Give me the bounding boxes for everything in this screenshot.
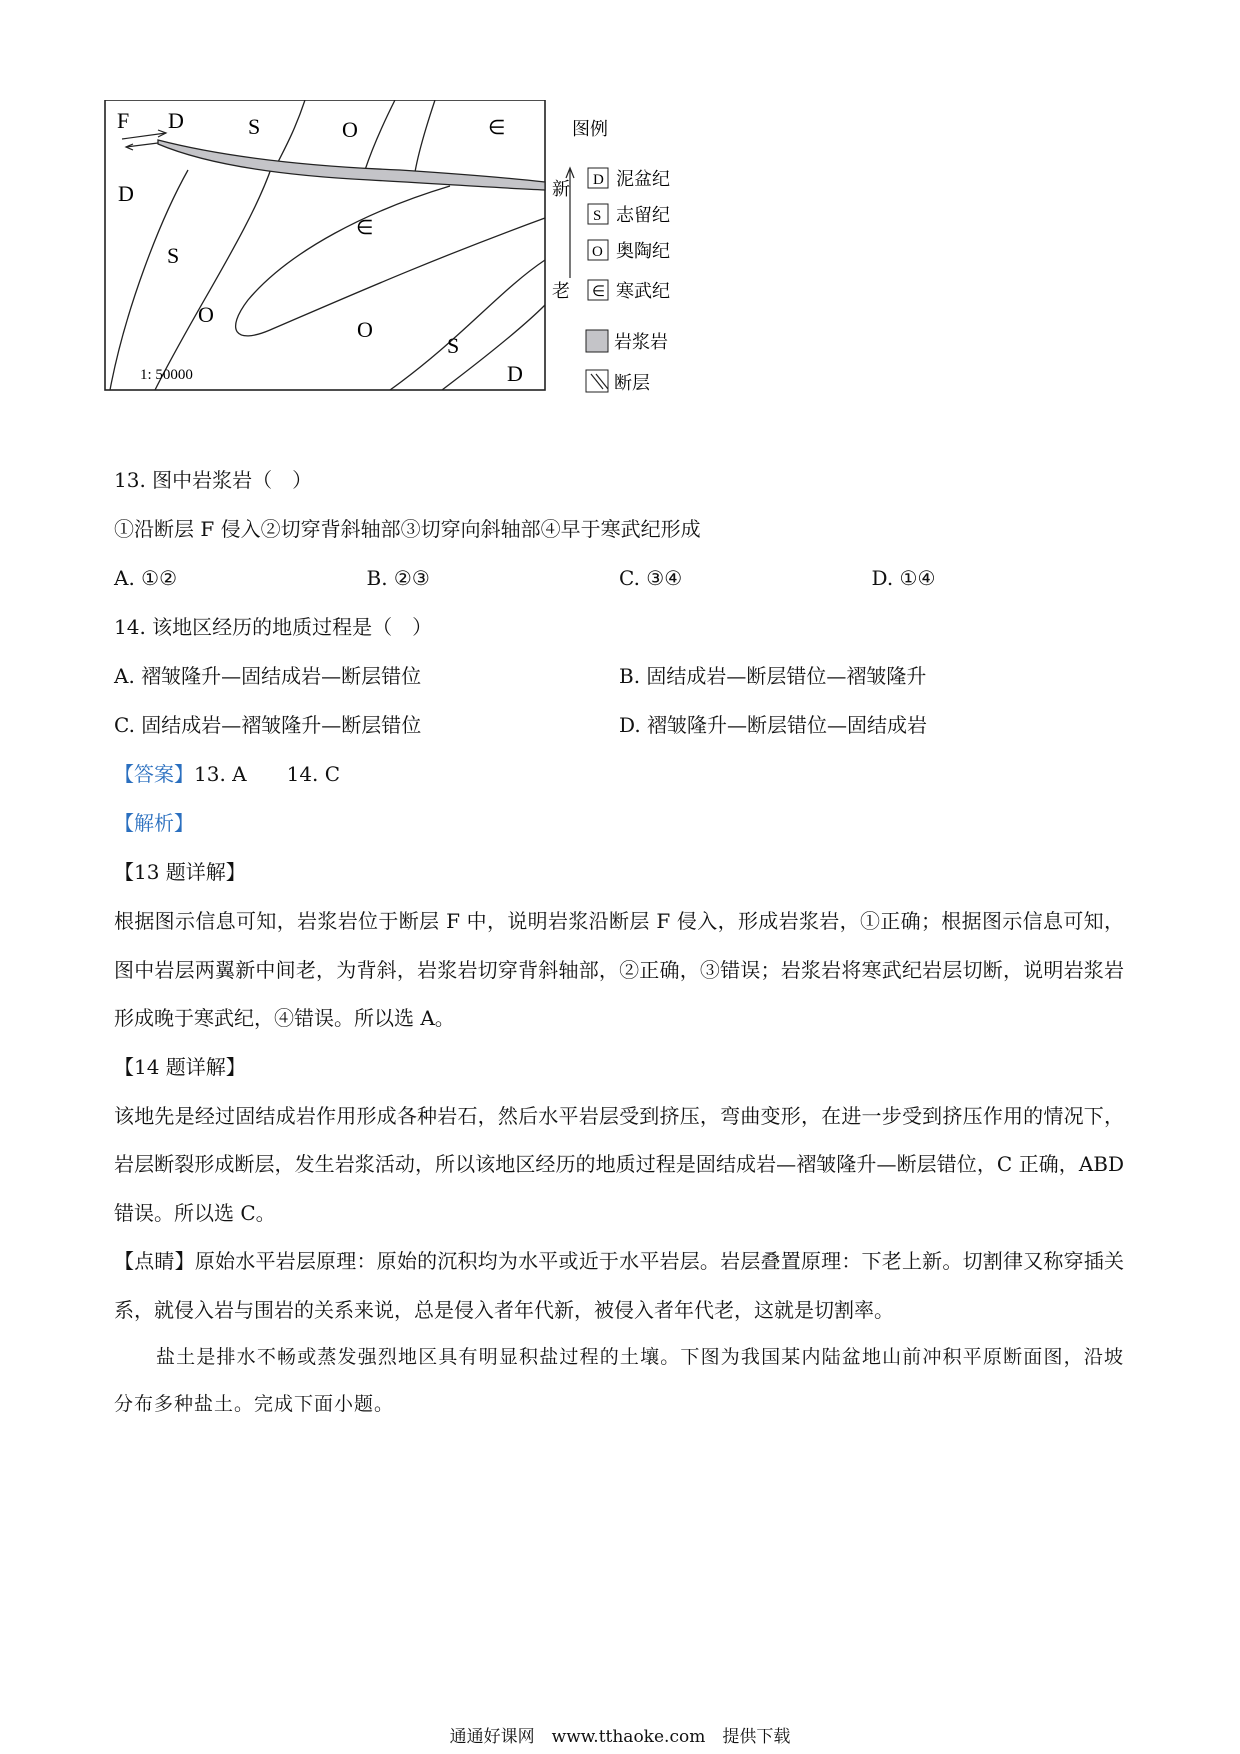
legend-title: 图例	[572, 119, 608, 140]
q13-stem: 13. 图中岩浆岩（ ）	[114, 468, 313, 492]
legend-name-fault: 断层	[614, 373, 650, 394]
q14-option-a: A. 褶皱隆升—固结成岩—断层错位	[114, 664, 422, 688]
analysis-line	[114, 799, 1124, 848]
tip-text: 原始水平岩层原理：原始的沉积均为水平或近于水平岩层。岩层叠置原理：下老上新。切割律又称穿插关系，就侵入岩与围岩的关系来说，总是侵入者年代新，被侵入者年代老，这就是切割率。	[114, 1249, 1125, 1322]
answer-line	[114, 750, 1124, 799]
stratum-s-left: S	[167, 243, 180, 268]
legend-new-label: 新	[552, 179, 570, 200]
q14-stem: 14. 该地区经历的地质过程是（ ）	[114, 615, 433, 639]
legend-fault-line-2	[596, 374, 608, 389]
detail14-title: 【14 题详解】	[114, 1054, 246, 1079]
q13-options	[114, 554, 1124, 603]
questions-block	[114, 456, 1124, 1428]
legend-symbol-cambrian: ∈	[592, 284, 606, 300]
geologic-map-svg	[100, 100, 780, 440]
answer-text: 13. A 14. C	[194, 762, 341, 786]
q14-options-row1	[114, 652, 1124, 701]
legend-symbol-silurian: S	[593, 208, 602, 224]
boundary-cambrian-core	[236, 186, 545, 336]
legend-name-devonian: 泥盆纪	[616, 169, 670, 190]
answer-label: 【答案】	[114, 762, 194, 786]
legend-fault-line-1	[591, 374, 603, 389]
stratum-d-bottom: D	[507, 361, 523, 386]
stratum-d-top: D	[168, 108, 184, 133]
stratum-o-bottom: O	[357, 317, 373, 342]
stratum-d-left: D	[118, 181, 134, 206]
boundary-o-cam-top	[415, 100, 435, 172]
q13-option-b: B. ②③	[366, 566, 430, 590]
legend-symbol-ordovician: O	[592, 244, 603, 260]
tip-paragraph	[114, 1237, 1124, 1334]
analysis-label: 【解析】	[114, 811, 194, 835]
map-scale: 1: 50000	[140, 367, 193, 383]
q14-option-d: D. 褶皱隆升—断层错位—固结成岩	[619, 713, 928, 737]
legend-name-ordovician: 奥陶纪	[616, 241, 670, 262]
fault-label: F	[117, 108, 130, 133]
q14-option-c: C. 固结成岩—褶皱隆升—断层错位	[114, 713, 422, 737]
q14-options-row2	[114, 701, 1124, 750]
boundary-s-o-top	[365, 100, 395, 170]
geologic-map	[100, 100, 780, 440]
page-footer: 通通好课网 www.tthaoke.com 提供下载	[449, 1727, 791, 1747]
q13-statements: ①沿断层 F 侵入②切穿背斜轴部③切穿向斜轴部④早于寒武纪形成	[114, 517, 701, 541]
detail13-text: 根据图示信息可知，岩浆岩位于断层 F 中，说明岩浆沿断层 F 侵入，形成岩浆岩，①正确；根据图示信息可知，图中岩层两翼新中间老，为背斜，岩浆岩切穿背斜轴部，②正确，③错误；岩浆岩将寒武纪岩层切断，说明岩浆岩形成晚于寒武纪，④错误。所以选 A。	[114, 909, 1124, 1030]
tip-label: 【点睛】	[114, 1249, 195, 1273]
q13-option-c: C. ③④	[619, 566, 683, 590]
q13-option-d: D. ①④	[871, 566, 936, 590]
boundary-d-s-top	[278, 100, 305, 162]
next-intro: 盐土是排水不畅或蒸发强烈地区具有明显积盐过程的土壤。下图为我国某内陆盆地山前冲积平原断面图，沿坡分布多种盐土。完成下面小题。	[114, 1346, 1124, 1415]
stratum-o-left: O	[198, 302, 214, 327]
legend-name-magma: 岩浆岩	[614, 332, 668, 353]
stratum-o-top: O	[342, 117, 358, 142]
detail13-title: 【13 题详解】	[114, 860, 246, 884]
stratum-cambrian-top: ∈	[488, 117, 506, 139]
legend-name-cambrian: 寒武纪	[616, 281, 670, 302]
legend-name-silurian: 志留纪	[616, 205, 670, 226]
magma-band	[158, 140, 545, 190]
stratum-cambrian-mid: ∈	[356, 217, 374, 239]
legend-symbol-devonian: D	[593, 172, 604, 188]
legend-swatch-magma	[586, 330, 608, 352]
stratum-s-top: S	[248, 114, 261, 139]
q13-option-a: A. ①②	[114, 566, 178, 590]
stratum-s-bottom: S	[447, 333, 460, 358]
q14-option-b: B. 固结成岩—断层错位—褶皱隆升	[619, 664, 927, 688]
detail14-text: 该地先是经过固结成岩作用形成各种岩石，然后水平岩层受到挤压，弯曲变形，在进一步受到挤压作用的情况下，岩层断裂形成断层，发生岩浆活动，所以该地区经历的地质过程是固结成岩—褶皱隆升—断层错位，C 正确，ABD 错误。所以选 C。	[114, 1103, 1124, 1225]
legend-old-label: 老	[552, 281, 570, 302]
